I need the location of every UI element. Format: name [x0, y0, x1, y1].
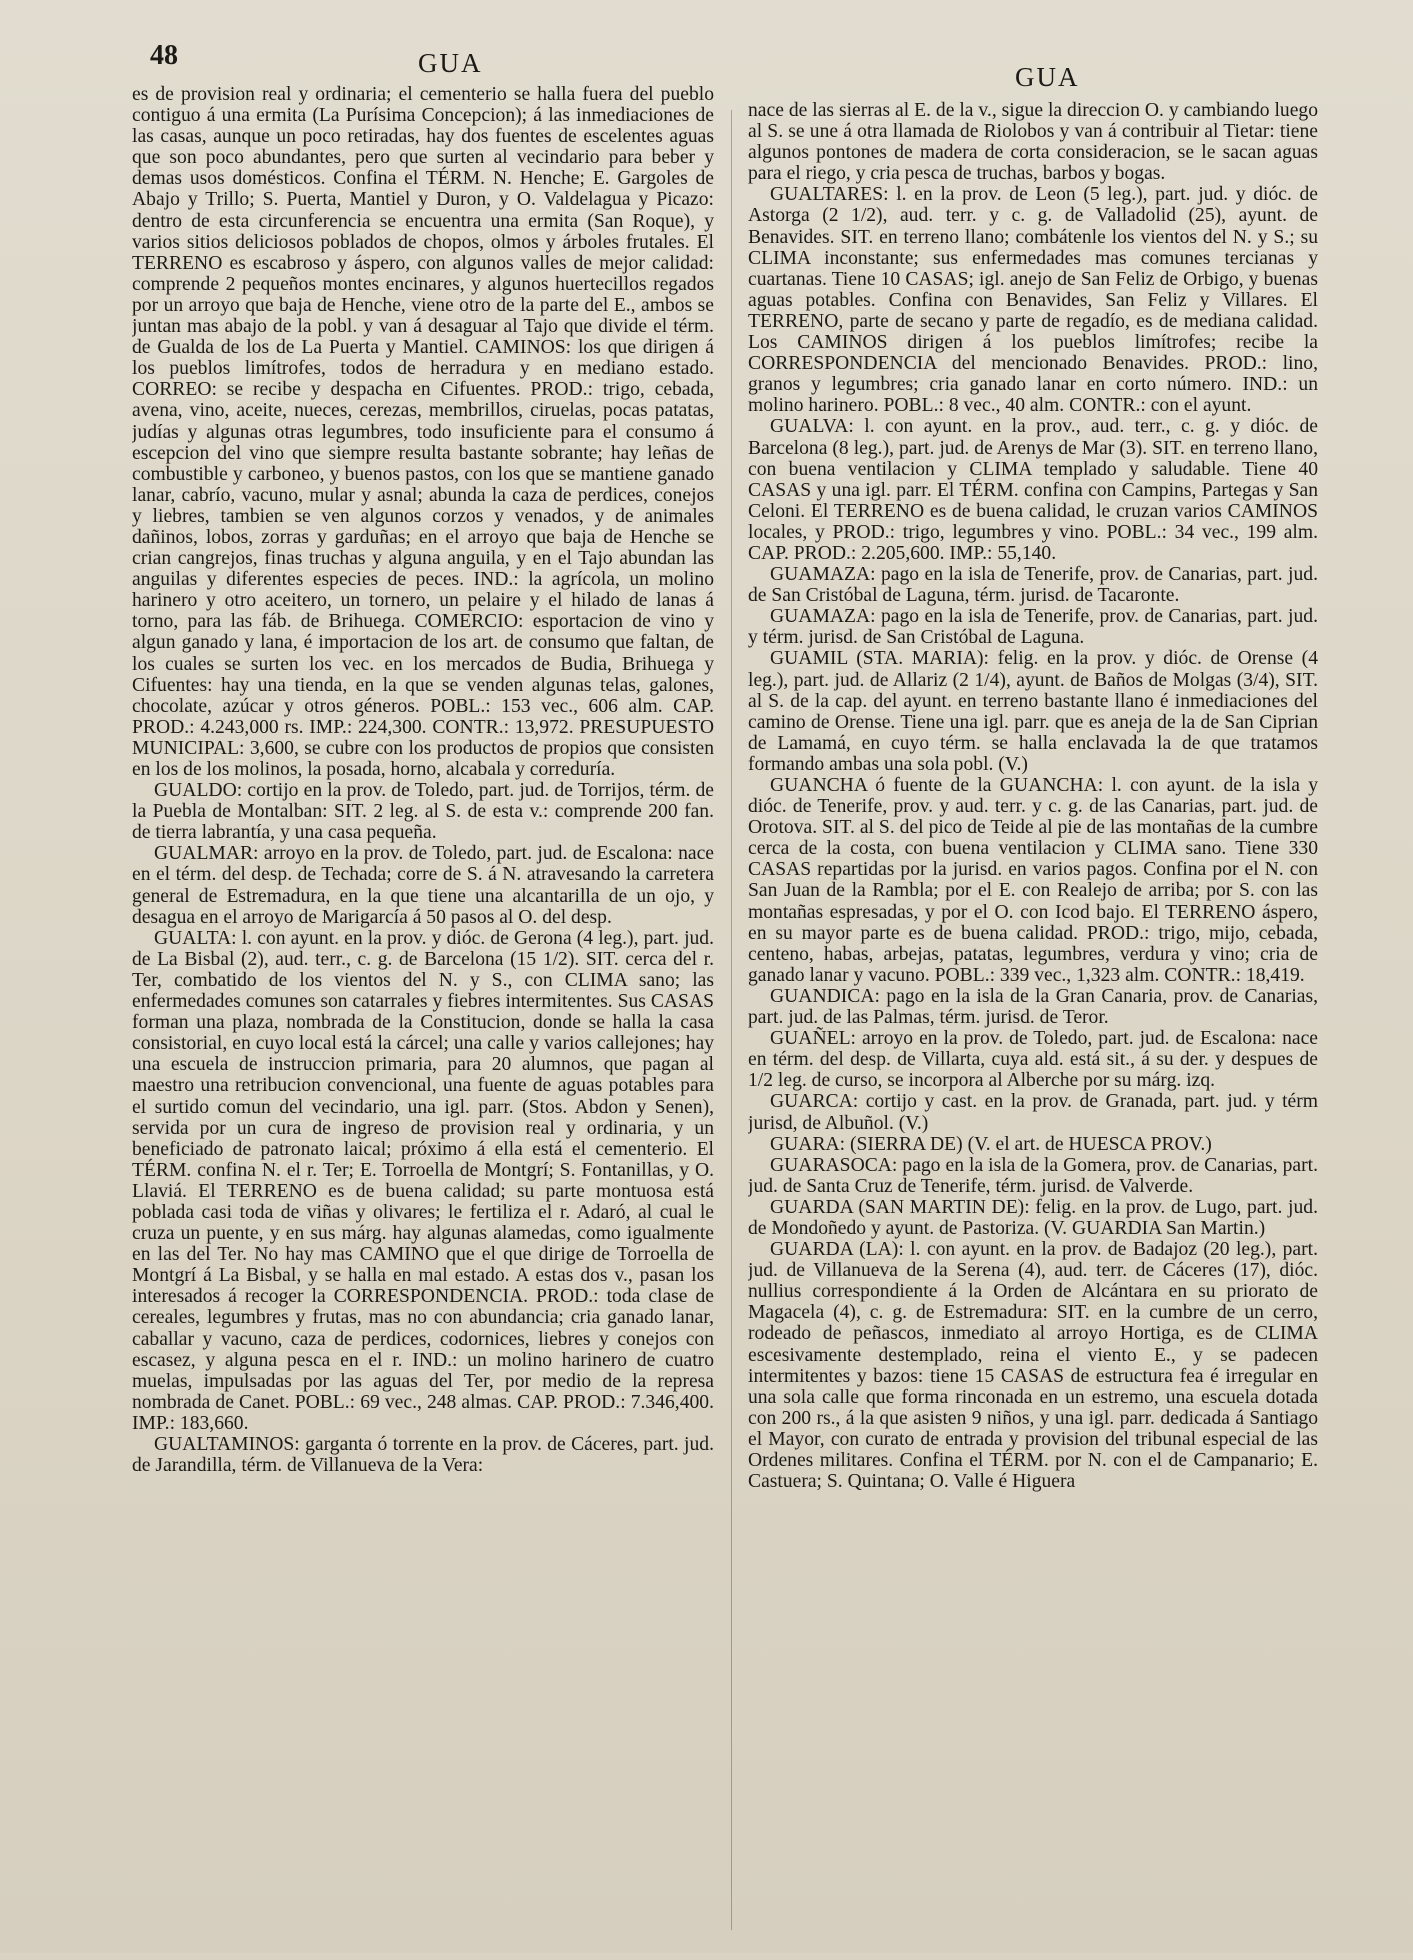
dictionary-entry: es de provision real y ordinaria; el cementerio se halla fuera del pueblo contiguo á una ermita (La Purísima Concepcion); á las inmediaciones de las casas, aunque un poco retiradas, hay dos fuentes de escelentes aguas que son poco abundantes, pero que surten al vecindario para beber y demas usos domésticos. Confina el TÉRM. N. Henche; E. Gargoles de Abajo y Trillo; S. Puerta, Mantiel y Duron, y O. Valdelagua y Picazo: dentro de esta circunferencia se encuentra una ermita (San Roque), y varios sitios deliciosos poblados de chopos, olmos y árboles frutales. El TERRENO es escabroso y áspero, con algunos valles de mejor calidad: comprende 2 pequeños montes encinares, y algunos huertecillos regados por un arroyo que baja de Henche, viene otro de la parte del E., ambos se juntan mas abajo de la pobl. y van á desaguar al Tajo que divide el térm. de Gualda de los de La Puerta y Mantiel. CAMINOS: los que dirigen á los pueblos limítrofes, todos de herradura y en mediano estado. CORREO: se recibe y despacha en Cifuentes. PROD.: trigo, cebada, avena, vino, aceite, nueces, cerezas, membrillos, ciruelas, pocas patatas, judías y algunas otras legumbres, todo insuficiente para el consumo á escepcion del vino que siempre resulta bastante sobrante; hay leñas de combustible y carboneo, y buenos pastos, con los que se mantiene ganado lanar, cabrío, vacuno, mular y asnal; abunda la caza de perdices, conejos y liebres, tambien se ven algunos corzos y venados, y de animales dañinos, lobos, zorras y garduñas; en el arroyo que baja de Henche se crian cangrejos, finas truchas y alguna anguila, y en el Tajo abundan las anguilas y diferentes especies de peces. IND.: la agrícola, un molino harinero y otro aceitero, un tornero, un pelaire y el hilado de lanas á torno, para las fáb. de Brihuega. COMERCIO: esportacion de vino y algun ganado y lana, é importacion de los art. de consumo que faltan, de los cuales se surten los vec. en los mercados de Budia, Brihuega y Cifuentes: hay una tienda, en la que se venden algunas telas, galones, chocolate, azúcar y otros géneros. POBL.: 153 vec., 606 alm. CAP. PROD.: 4.243,000 rs. IMP.: 224,300. CONTR.: 13,972. PRESUPUESTO MUNICIPAL: 3,600, se cubre con los productos de propios que consisten en los de los molinos, la posada, horno, alcabala y correduría.	[132, 84, 714, 780]
column-divider	[731, 110, 732, 1930]
dictionary-entry: GUALTARES: l. en la prov. de Leon (5 leg.), part. jud. y dióc. de Astorga (2 1/2), aud. terr. y c. g. de Valladolid (25), ayunt. de Benavides. SIT. en terreno llano; combátenle los vientos del N. y S.; su CLIMA inconstante; sus enfermedades mas comunes tercianas y cuartanas. Tiene 10 CASAS; igl. anejo de San Feliz de Orbigo, y buenas aguas potables. Confina con Benavides, San Feliz y Villares. El TERRENO, parte de secano y parte de regadío, es de mediana calidad. Los CAMINOS dirigen á los pueblos limítrofes; recibe la CORRESPONDENCIA del mencionado Benavides. PROD.: lino, granos y legumbres; cria ganado lanar en corto número. IND.: un molino harinero. POBL.: 8 vec., 40 alm. CONTR.: con el ayunt.	[748, 184, 1318, 417]
dictionary-entry: GUAMAZA: pago en la isla de Tenerife, prov. de Canarias, part. jud. y térm. jurisd. de San Cristóbal de Laguna.	[748, 606, 1318, 649]
dictionary-entry: GUARA: (SIERRA DE) (V. el art. de HUESCA PROV.)	[770, 1133, 1212, 1155]
dictionary-entry: GUALTAMINOS: garganta ó torrente en la prov. de Cáceres, part. jud. de Jarandilla, térm. de Villanueva de la Vera:	[132, 1434, 714, 1477]
page-header	[0, 38, 1413, 92]
dictionary-entry: GUARDA (LA): l. con ayunt. en la prov. de Badajoz (20 leg.), part. jud. de Villanueva de la Serena (4), aud. terr. de Cáceres (17), dióc. nullius correspondiente á la Orden de Alcántara en su priorato de Magacela (4), c. g. de Estremadura: SIT. en la cumbre de un cerro, rodeado de peñascos, inmediato al arroyo Hortiga, es de CLIMA escesivamente destemplado, reina el viento E., y se padecen intermitentes y bazos: tiene 15 CASAS de estructura fea é irregular en una sola calle que forma rinconada en un estremo, una escuela dotada con 200 rs., á la que asisten 9 niños, y una igl. parr. dedicada á Santiago el Mayor, con curato de entrada y provision del tribunal especial de las Ordenes militares. Confina el TÉRM. por N. con el de Campanario; E. Castuera; S. Quintana; O. Valle é Higuera	[748, 1239, 1318, 1493]
dictionary-entry: GUAMIL (STA. MARIA): felig. en la prov. y dióc. de Orense (4 leg.), part. jud. de Allariz (2 1/4), ayunt. de Baños de Molgas (3/4), SIT. al S. de la cap. del ayunt. en terreno bastante llano é inmediaciones del camino de Orense. Tiene una igl. parr. que es aneja de la de San Ciprian de Lamamá, en cuyo térm. se halla enclavada la de que tratamos formando ambas una sola pobl. (V.)	[748, 648, 1318, 775]
dictionary-entry: GUARDA (SAN MARTIN DE): felig. en la prov. de Lugo, part. jud. de Mondoñedo y ayunt. de Pastoriza. (V. GUARDIA San Martin.)	[748, 1196, 1318, 1239]
dictionary-entry: GUANCHA ó fuente de la GUANCHA: l. con ayunt. de la isla y dióc. de Tenerife, prov. y aud. terr. y c. g. de las Canarias, part. jud. de Orotova. SIT. al S. del pico de Teide al pie de las montañas de la cumbre cerca de la costa, con buena ventilacion y CLIMA sano. Tiene 330 CASAS repartidas por la jurisd. en varios pagos. Confina por el N. con San Juan de la Rambla; por el E. con Realejo de arriba; por S. con las montañas espresadas, y por el O. con Icod bajo. El TERRENO áspero, en su mayor parte es de buena calidad. PROD.: trigo, mijo, cebada, centeno, habas, arbejas, patatas, legumbres, verdura y vino; cria de ganado lanar y vacuno. POBL.: 339 vec., 1,323 alm. CONTR.: 18,419.	[748, 775, 1318, 986]
left-column	[132, 84, 714, 1944]
dictionary-entry: GUARASOCA: pago en la isla de la Gomera, prov. de Canarias, part. jud. de Santa Cruz de Tenerife, térm. jurisd. de Valverde.	[748, 1154, 1318, 1197]
dictionary-entry: GUALVA: l. con ayunt. en la prov., aud. terr., c. g. y dióc. de Barcelona (8 leg.), part. jud. de Arenys de Mar (3). SIT. en terreno llano, con buena ventilacion y CLIMA templado y saludable. Tiene 40 CASAS y una igl. parr. El TÉRM. confina con Campins, Partegas y San Celoni. El TERRENO es de buena calidad, le cruzan varios CAMINOS locales, y PROD.: trigo, legumbres y vino. POBL.: 34 vec., 199 alm. CAP. PROD.: 2.205,600. IMP.: 55,140.	[748, 416, 1318, 564]
dictionary-entry: GUAMAZA: pago en la isla de Tenerife, prov. de Canarias, part. jud. de San Cristóbal de Laguna, térm. jurisd. de Tacaronte.	[748, 564, 1318, 607]
running-head-left: GUA	[418, 48, 483, 78]
dictionary-entry: GUAÑEL: arroyo en la prov. de Toledo, part. jud. de Escalona: nace en térm. del desp. de Villarta, cuya ald. está sit., á su der. y despues de 1/2 leg. de curso, se incorpora al Alberche por su márg. izq.	[748, 1028, 1318, 1092]
dictionary-entry: GUARCA: cortijo y cast. en la prov. de Granada, part. jud. y térm jurisd, de Albuñol. (V.)	[748, 1091, 1318, 1134]
dictionary-entry: GUANDICA: pago en la isla de la Gran Canaria, prov. de Canarias, part. jud. de las Palmas, térm. jurisd. de Teror.	[748, 985, 1318, 1029]
right-column	[748, 100, 1318, 1960]
running-head-right: GUA	[1015, 62, 1080, 92]
dictionary-entry: GUALDO: cortijo en la prov. de Toledo, part. jud. de Torrijos, térm. de la Puebla de Montalban: SIT. 2 leg. al S. de esta v.: comprende 200 fan. de tierra labrantía, y una casa pequeña.	[132, 780, 714, 844]
dictionary-entry: nace de las sierras al E. de la v., sigue la direccion O. y cambiando luego al S. se une á otra llamada de Riolobos y van á contribuir al Tietar: tiene algunos pontones de madera de corta consideracion, se le sacan aguas para el riego, y cria pesca de truchas, barbos y bogas.	[748, 100, 1318, 185]
page-number: 48	[150, 40, 178, 71]
dictionary-entry: GUALTA: l. con ayunt. en la prov. y dióc. de Gerona (4 leg.), part. jud. de La Bisbal (2), aud. terr., c. g. de Barcelona (15 1/2). SIT. cerca del r. Ter, combatido de los vientos del N. y S., con CLIMA sano; las enfermedades comunes son catarrales y fiebres intermitentes. Sus CASAS forman una plaza, nombrada de la Constitucion, donde se halla la casa consistorial, en cuyo local está la cárcel; una calle y varios callejones; hay una escuela de instruccion primaria, para 20 alumnos, que pagan al maestro una retribucion convencional, una fuente de aguas potables para el surtido comun del vecindario, una igl. parr. (Stos. Abdon y Senen), servida por un cura de ingreso de provision real y ordinaria, y un beneficiado de patronato laical; próximo á ella está el cementerio. El TÉRM. confina N. el r. Ter; E. Torroella de Montgrí; S. Fontanillas, y O. Llaviá. El TERRENO es de buena calidad; su parte montuosa está poblada casi toda de viñas y olivares; le fertiliza el r. Adaró, al cual le cruza un puente, y en sus márg. hay algunas alamedas, como igualmente en las del Ter. No hay mas CAMINO que el que dirige de Torroella de Montgrí á La Bisbal, y se halla en mal estado. A estas dos v., pasan los interesados á recoger la CORRESPONDENCIA. PROD.: toda clase de cereales, legumbres y frutas, mas no con abundancia; cria ganado lanar, caballar y vacuno, caza de perdices, codornices, liebres y conejos con escasez, y alguna pesca en el r. IND.: un molino harinero de cuatro muelas, impulsadas por las aguas del Ter, por medio de la represa nombrada de Canet. POBL.: 69 vec., 248 almas. CAP. PROD.: 7.346,400. IMP.: 183,660.	[132, 927, 714, 1434]
dictionary-entry: GUALMAR: arroyo en la prov. de Toledo, part. jud. de Escalona: nace en el térm. del desp. de Techada; corre de S. á N. atravesando la carretera general de Estremadura, en la que tiene una alcantarilla de un ojo, y desagua en el arroyo de Marigarcía á 50 pasos al O. del desp.	[132, 843, 714, 928]
